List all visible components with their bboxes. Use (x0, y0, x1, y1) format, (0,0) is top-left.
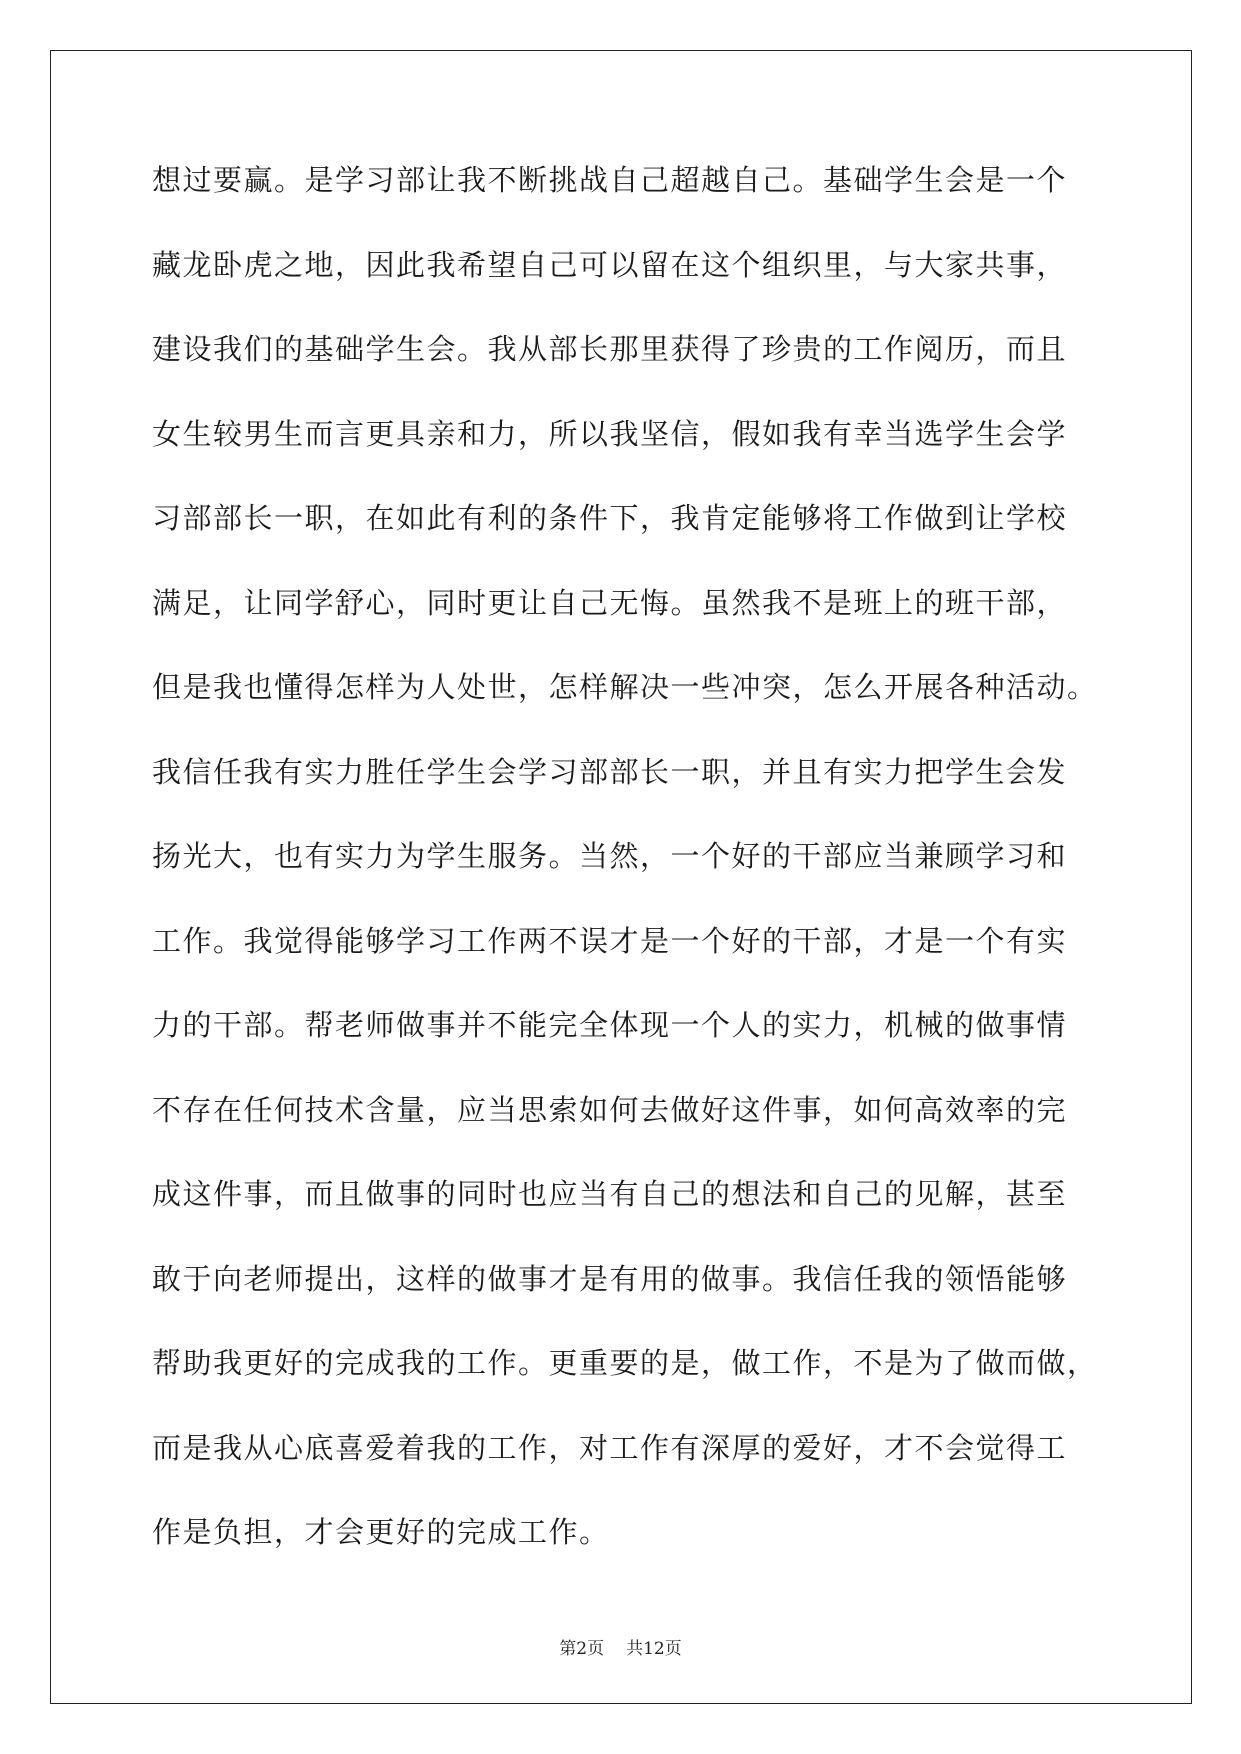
text-line: 女生较男生而言更具亲和力，所以我坚信，假如我有幸当选学生会学 (152, 416, 1068, 451)
text-line: 满足，让同学舒心，同时更让自己无悔。虽然我不是班上的班干部， (152, 585, 1068, 620)
text-line: 而是我从心底喜爱着我的工作，对工作有深厚的爱好，才不会觉得工 (152, 1430, 1068, 1465)
text-line: 习部部长一职，在如此有利的条件下，我肯定能够将工作做到让学校 (152, 501, 1068, 535)
text-line: 敢于向老师提出，这样的做事才是有用的做事。我信任我的领悟能够 (152, 1261, 1068, 1296)
text-line: 帮助我更好的完成我的工作。更重要的是，做工作，不是为了做而做， (152, 1346, 1098, 1380)
text-line: 成这件事，而且做事的同时也应当有自己的想法和自己的见解，甚至 (152, 1177, 1068, 1211)
text-line: 但是我也懂得怎样为人处世，怎样解决一些冲突，怎么开展各种活动。 (152, 670, 1098, 704)
text-line: 工作。我觉得能够学习工作两不误才是一个好的干部，才是一个有实 (152, 923, 1068, 958)
page-number: 第2页 (559, 1639, 605, 1659)
text-line: 藏龙卧虎之地，因此我希望自己可以留在这个组织里，与大家共事， (152, 247, 1068, 282)
text-line: 扬光大，也有实力为学生服务。当然，一个好的干部应当兼顾学习和 (152, 839, 1068, 873)
text-line: 力的干部。帮老师做事并不能完全体现一个人的实力，机械的做事情 (152, 1008, 1068, 1042)
text-line: 我信任我有实力胜任学生会学习部部长一职，并且有实力把学生会发 (152, 754, 1068, 789)
page-footer (0, 1638, 1241, 1660)
page-total: 共12页 (626, 1639, 682, 1659)
text-line: 想过要赢。是学习部让我不断挑战自己超越自己。基础学生会是一个 (152, 163, 1068, 197)
text-line: 不存在任何技术含量，应当思索如何去做好这件事，如何高效率的完 (152, 1092, 1068, 1127)
text-line: 建设我们的基础学生会。我从部长那里获得了珍贵的工作阅历，而且 (152, 332, 1068, 366)
body-text (152, 160, 1098, 1597)
text-line: 作是负担，才会更好的完成工作。 (152, 1515, 610, 1549)
